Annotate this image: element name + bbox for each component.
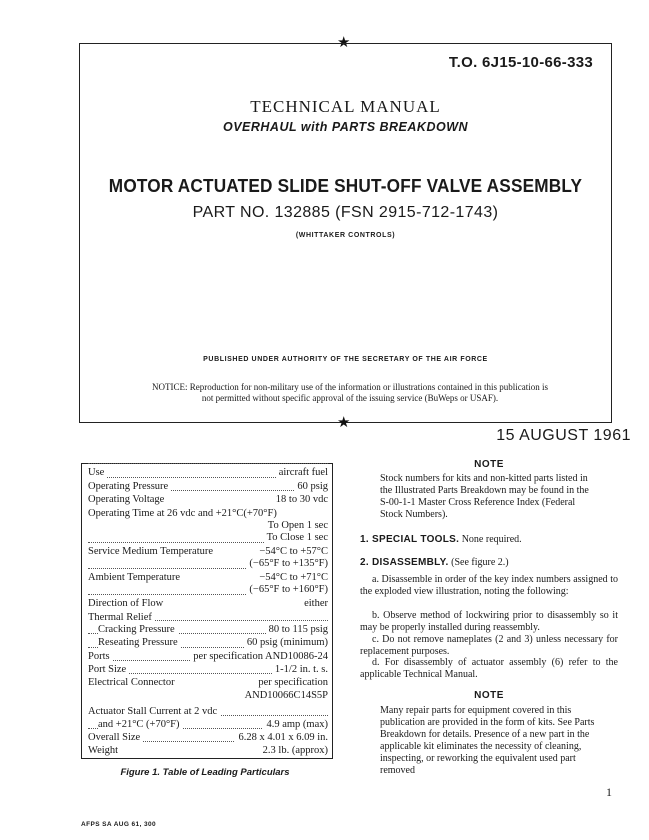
spec-label: Weight — [88, 745, 121, 757]
spec-label: Overall Size — [88, 732, 143, 744]
paragraph-c: c. Do not remove nameplates (2 and 3) unless necessary for replacement purposes. — [360, 634, 618, 658]
spec-label: Port Size — [88, 664, 129, 676]
paragraph-a: a. Disassemble in order of the key index numbers assigned to the exploded view illustration, noting the following: — [360, 574, 618, 598]
spec-value: 6.28 x 4.01 x 6.09 in. — [235, 732, 328, 744]
bottom-star: ★ — [337, 415, 351, 431]
spec-value: 60 psig — [294, 481, 328, 493]
spec-value: 18 to 30 vdc — [273, 494, 328, 506]
note2-text: Many repair parts for equipment covered in this publication are provided in the form of kits. See Parts Breakdown for details. Presence of a new part in the applicable kit eliminates the necessity of cleaning, inspecting, or reworking the equivalent used part removed — [380, 705, 595, 777]
spec-value: To Close 1 sec — [264, 532, 328, 544]
spec-label: Actuator Stall Current at 2 vdc — [88, 706, 220, 718]
form-number: AFPS SA AUG 61, 300 — [81, 821, 157, 828]
special-tools-heading: 1. SPECIAL TOOLS. — [360, 534, 460, 545]
leader-dots — [88, 463, 328, 464]
section-special-tools — [360, 534, 618, 546]
note-text: Stock numbers for kits and non-kitted parts listed in the Illustrated Parts Breakdown may be found in the S-00-1-1 Master Cross Reference Index (Federal Stock Numbers). — [380, 473, 589, 521]
spec-value: (−65°F to +160°F) — [246, 584, 328, 596]
document-title: MOTOR ACTUATED SLIDE SHUT-OFF VALVE ASSEMBLY — [108, 175, 583, 196]
spec-value: (−65°F to +135°F) — [246, 558, 328, 570]
spec-value: per specification — [255, 677, 328, 689]
spec-value: 80 to 115 psig — [266, 624, 328, 636]
paragraph-d: d. For disassembly of actuator assembly (6) refer to the applicable Technical Manual. — [360, 657, 618, 681]
spec-label: Ambient Temperature — [88, 572, 183, 584]
part-number: PART NO. 132885 (FSN 2915-712-1743) — [192, 204, 499, 221]
spec-value: −54°C to +57°C — [256, 546, 328, 558]
to-number: T.O. 6J15-10-66-333 — [448, 54, 593, 71]
spec-value: 4.9 amp (max) — [263, 719, 328, 731]
spec-label: Use — [88, 467, 107, 479]
note2-heading: NOTE — [474, 690, 504, 701]
spec-label: Operating Pressure — [88, 481, 171, 493]
spec-value: aircraft fuel — [276, 467, 328, 479]
spec-value: To Open 1 sec — [265, 520, 328, 532]
disassembly-heading: 2. DISASSEMBLY. — [360, 557, 449, 568]
spec-label: Direction of Flow — [88, 598, 166, 610]
spec-value: −54°C to +71°C — [256, 572, 328, 584]
cover-box — [79, 43, 612, 423]
spec-label: Ports — [88, 651, 113, 663]
publication-date: 15 AUGUST 1961 — [496, 427, 631, 444]
page-number: 1 — [606, 785, 612, 799]
spec-value: 60 psig (minimum) — [244, 637, 328, 649]
spec-value: 1-1/2 in. t. s. — [272, 664, 328, 676]
spec-value: per specification AND10086-24 — [190, 651, 328, 663]
spec-value: either — [301, 598, 328, 610]
top-star: ★ — [337, 35, 351, 51]
spec-label: Reseating Pressure — [98, 637, 181, 649]
spec-label: Operating Time at 26 vdc and +21°C(+70°F) — [88, 508, 280, 520]
spec-label: Cracking Pressure — [98, 624, 178, 636]
section-disassembly — [360, 557, 618, 569]
spec-label: Service Medium Temperature — [88, 546, 216, 558]
authority-line: PUBLISHED UNDER AUTHORITY OF THE SECRETARY OF THE AIR FORCE — [203, 356, 488, 363]
manual-subtype: OVERHAUL with PARTS BREAKDOWN — [222, 120, 469, 134]
spec-value: 2.3 lb. (approx) — [260, 745, 328, 757]
spec-label: Operating Voltage — [88, 494, 167, 506]
spec-value: AND10066C14S5P — [242, 690, 328, 702]
notice-text: NOTICE: Reproduction for non-military use of the information or illustrations contained in this publication is not permitted without specific approval of the issuing service (BuWeps or USAF). — [152, 382, 548, 403]
paragraph-b: b. Observe method of lockwiring prior to disassembly so it may be properly installed during reassembly. — [360, 610, 618, 634]
spec-label: Thermal Relief — [88, 612, 155, 624]
table-caption: Figure 1. Table of Leading Particulars — [120, 767, 290, 778]
disassembly-figure-ref: (See figure 2.) — [451, 557, 509, 568]
leading-particulars-table — [81, 463, 333, 759]
manufacturer: (WHITTAKER CONTROLS) — [295, 232, 396, 239]
spec-label: and +21°C (+70°F) — [98, 719, 183, 731]
special-tools-text: None required. — [461, 534, 522, 545]
note-heading: NOTE — [474, 459, 504, 470]
spec-label: Electrical Connector — [88, 677, 178, 689]
manual-type: TECHNICAL MANUAL — [250, 97, 441, 116]
